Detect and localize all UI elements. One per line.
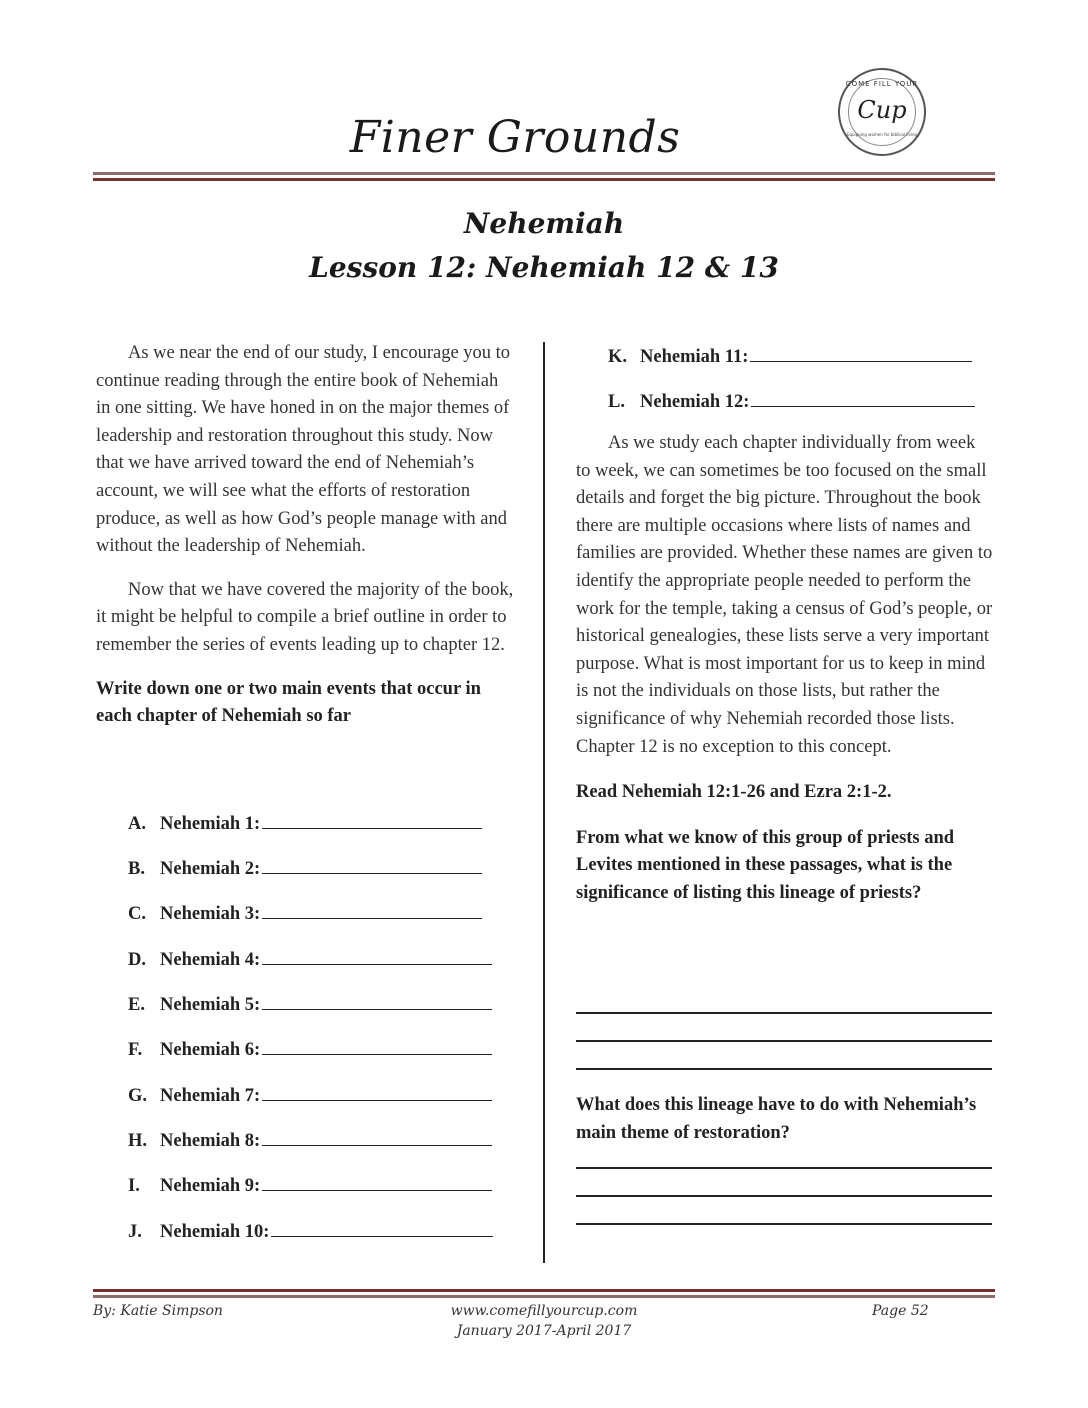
item-label: Nehemiah 1: [160, 814, 261, 834]
answer-blank[interactable] [262, 900, 482, 919]
answer-line[interactable] [576, 1167, 992, 1169]
item-letter: F. [128, 1040, 143, 1060]
answer-blank[interactable] [750, 343, 972, 362]
answer-blank[interactable] [271, 1218, 493, 1237]
chapter-item [608, 388, 975, 413]
right-column [576, 430, 994, 908]
answer-line[interactable] [576, 1012, 992, 1014]
item-label: Nehemiah 9: [160, 1176, 261, 1196]
answer-blank[interactable] [262, 1127, 492, 1146]
item-letter: D. [128, 950, 146, 970]
chapter-item [128, 1036, 492, 1061]
item-letter: I. [128, 1176, 140, 1196]
intro-paragraph: As we near the end of our study, I encourage you to continue reading through the entire book of Nehemiah in one sitting. We have honed in on the major themes of leadership and restoration throughout this study. Now that we have arrived toward the end of Nehemiah’s account, we will see what the efforts of restoration produce, as well as how God’s people manage with and without the leadership of Nehemiah. [96, 343, 511, 557]
header-rule-thin [93, 172, 995, 175]
item-label: Nehemiah 6: [160, 1040, 261, 1060]
item-label: Nehemiah 8: [160, 1131, 261, 1151]
question-lineage-significance: From what we know of this group of priests and Levites mentioned in these passages, what is the significance of listing this lineage of priests? [576, 827, 955, 903]
lesson-heading [0, 202, 1088, 290]
item-label: Nehemiah 2: [160, 859, 261, 879]
answer-blank[interactable] [262, 1082, 492, 1101]
chapter-item [128, 991, 492, 1016]
item-label: Nehemiah 12: [640, 392, 750, 412]
answer-blank[interactable] [262, 1036, 492, 1055]
lesson-title: Lesson 12: Nehemiah 12 & 13 [309, 251, 779, 284]
footer-rule-thick [93, 1289, 995, 1292]
come-fill-your-cup-logo [838, 68, 926, 156]
column-divider [543, 342, 545, 1263]
logo-top-text: COME FILL YOUR [845, 80, 919, 88]
header-rule-thick [93, 178, 995, 181]
left-column [96, 340, 514, 731]
outline-prompt: Write down one or two main events that occur in each chapter of Nehemiah so far [96, 678, 481, 727]
answer-line[interactable] [576, 1068, 992, 1070]
answer-blank[interactable] [262, 855, 482, 874]
answer-line[interactable] [576, 1040, 992, 1042]
outline-paragraph: Now that we have covered the majority of the book, it might be helpful to compile a brief outline in order to remember the series of events leading up to chapter 12. [96, 579, 514, 655]
chapter-item [608, 343, 972, 368]
chapter-item [128, 1082, 492, 1107]
item-letter: J. [128, 1222, 142, 1242]
item-label: Nehemiah 10: [160, 1222, 270, 1242]
item-letter: B. [128, 859, 145, 879]
item-label: Nehemiah 4: [160, 950, 261, 970]
answer-blank[interactable] [262, 946, 492, 965]
answer-blank[interactable] [262, 810, 482, 829]
footer-website[interactable]: www.comefillyourcup.com [450, 1303, 638, 1319]
chapter-item [128, 810, 482, 835]
item-letter: A. [128, 814, 146, 834]
answer-line[interactable] [576, 1195, 992, 1197]
answer-blank[interactable] [262, 1172, 492, 1191]
item-letter: K. [608, 347, 628, 367]
chapter-item [128, 1218, 493, 1243]
item-label: Nehemiah 11: [640, 347, 749, 367]
big-picture-paragraph: As we study each chapter individually from week to week, we can sometimes be too focused on the small details and forget the big picture. Throughout the book there are multiple occasions where lists of names and families are provided. Whether these names are given to identify the appropriate people needed to perform the work for the temple, taking a census of God’s people, or historical genealogies, these lists serve a very important purpose. What is most important for us to keep in mind is not the individuals on those lists, but rather the significance of why Nehemiah recorded those lists. Chapter 12 is no exception to this concept. [576, 433, 993, 757]
logo-bottom-text: Equipping women for biblical living [846, 132, 918, 137]
item-label: Nehemiah 3: [160, 904, 261, 924]
read-instruction: Read Nehemiah 12:1-26 and Ezra 2:1-2. [576, 782, 892, 803]
logo-cup-text: Cup [857, 96, 907, 124]
answer-line[interactable] [576, 1223, 992, 1225]
footer-page-number: Page 52 [872, 1303, 929, 1319]
chapter-item [128, 1172, 492, 1197]
question-2-block [576, 1092, 994, 1147]
item-letter: G. [128, 1086, 148, 1106]
item-letter: L. [608, 392, 625, 412]
question-restoration: What does this lineage have to do with Nehemiah’s main theme of restoration? [576, 1095, 977, 1143]
footer-rule-thin [93, 1295, 995, 1298]
item-label: Nehemiah 7: [160, 1086, 261, 1106]
chapter-item [128, 855, 482, 880]
item-letter: C. [128, 904, 146, 924]
answer-blank[interactable] [751, 388, 975, 407]
answer-blank[interactable] [262, 991, 492, 1010]
item-letter: E. [128, 995, 145, 1015]
item-letter: H. [128, 1131, 148, 1151]
lesson-book: Nehemiah [463, 207, 625, 240]
chapter-item [128, 946, 492, 971]
footer-author: By: Katie Simpson [93, 1303, 223, 1319]
chapter-item [128, 1127, 492, 1152]
chapter-item [128, 900, 482, 925]
footer-dates: January 2017-April 2017 [456, 1323, 632, 1339]
page-header-title: Finer Grounds [349, 112, 681, 163]
item-label: Nehemiah 5: [160, 995, 261, 1015]
